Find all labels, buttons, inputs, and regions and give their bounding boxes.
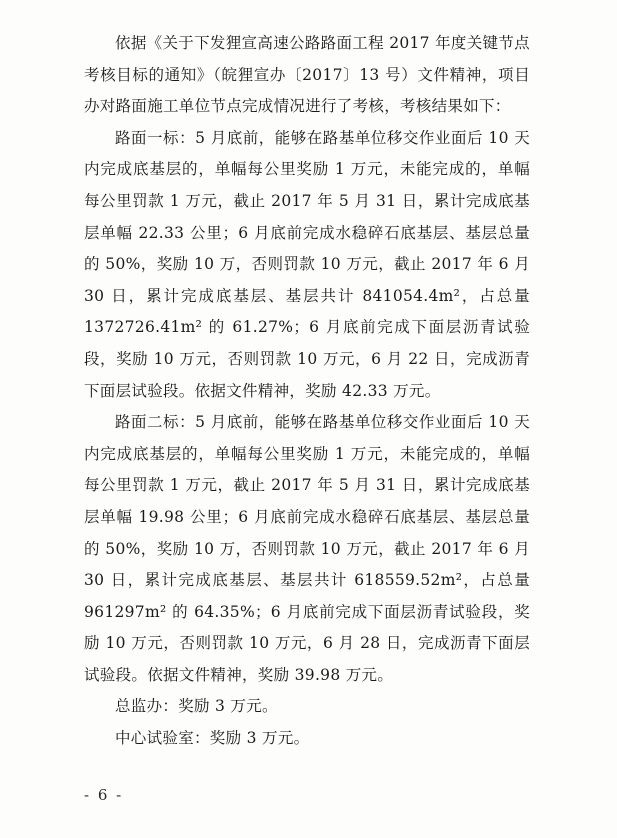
page-number: - 6 -: [84, 786, 124, 804]
document-body: [84, 28, 530, 755]
supervision-office-paragraph: 总监办：奖励 3 万元。: [115, 697, 278, 716]
central-lab-paragraph: 中心试验室：奖励 3 万元。: [115, 729, 310, 748]
section-2-paragraph: 路面二标：5 月底前，能够在路基单位移交作业面后 10 天内完成底基层的，单幅每公里奖励 1 万元，未能完成的，单幅每公里罚款 1 万元，截止 2017 年 5 月 31 日，累计完成底基层单幅 19.98 公里；6 月底前完成水稳碎石底基层、基层总量的 50%，奖励 10 万，否则罚款 10 万元，截止 2017 年 6 月 30 日，累计完成底基层、基层共计 618559.52m²，占总量 961297m² 的 64.35%；6 月底前完成下面层沥青试验段，奖励 10 万元，否则罚款 10 万元，6 月 28 日，完成沥青下面层试验段。依据文件精神，奖励 39.98 万元。: [84, 413, 530, 684]
intro-paragraph: 依据《关于下发狸宣高速公路路面工程 2017 年度关键节点考核目标的通知》（皖狸宣办〔2017〕13 号）文件精神，项目办对路面施工单位节点完成情况进行了考核，考核结果如下：: [84, 34, 530, 116]
section-1-paragraph: 路面一标：5 月底前，能够在路基单位移交作业面后 10 天内完成底基层的，单幅每公里奖励 1 万元，未能完成的，单幅每公里罚款 1 万元，截止 2017 年 5 月 31 日，累计完成底基层单幅 22.33 公里；6 月底前完成水稳碎石底基层、基层总量的 50%，奖励 10 万，否则罚款 10 万元，截止 2017 年 6 月 30 日，累计完成底基层、基层共计 841054.4m²，占总量 1372726.41m² 的 61.27%；6 月底前完成下面层沥青试验段，奖励 10 万元，否则罚款 10 万元，6 月 22 日，完成沥青下面层试验段。依据文件精神，奖励 42.33 万元。: [84, 128, 530, 400]
